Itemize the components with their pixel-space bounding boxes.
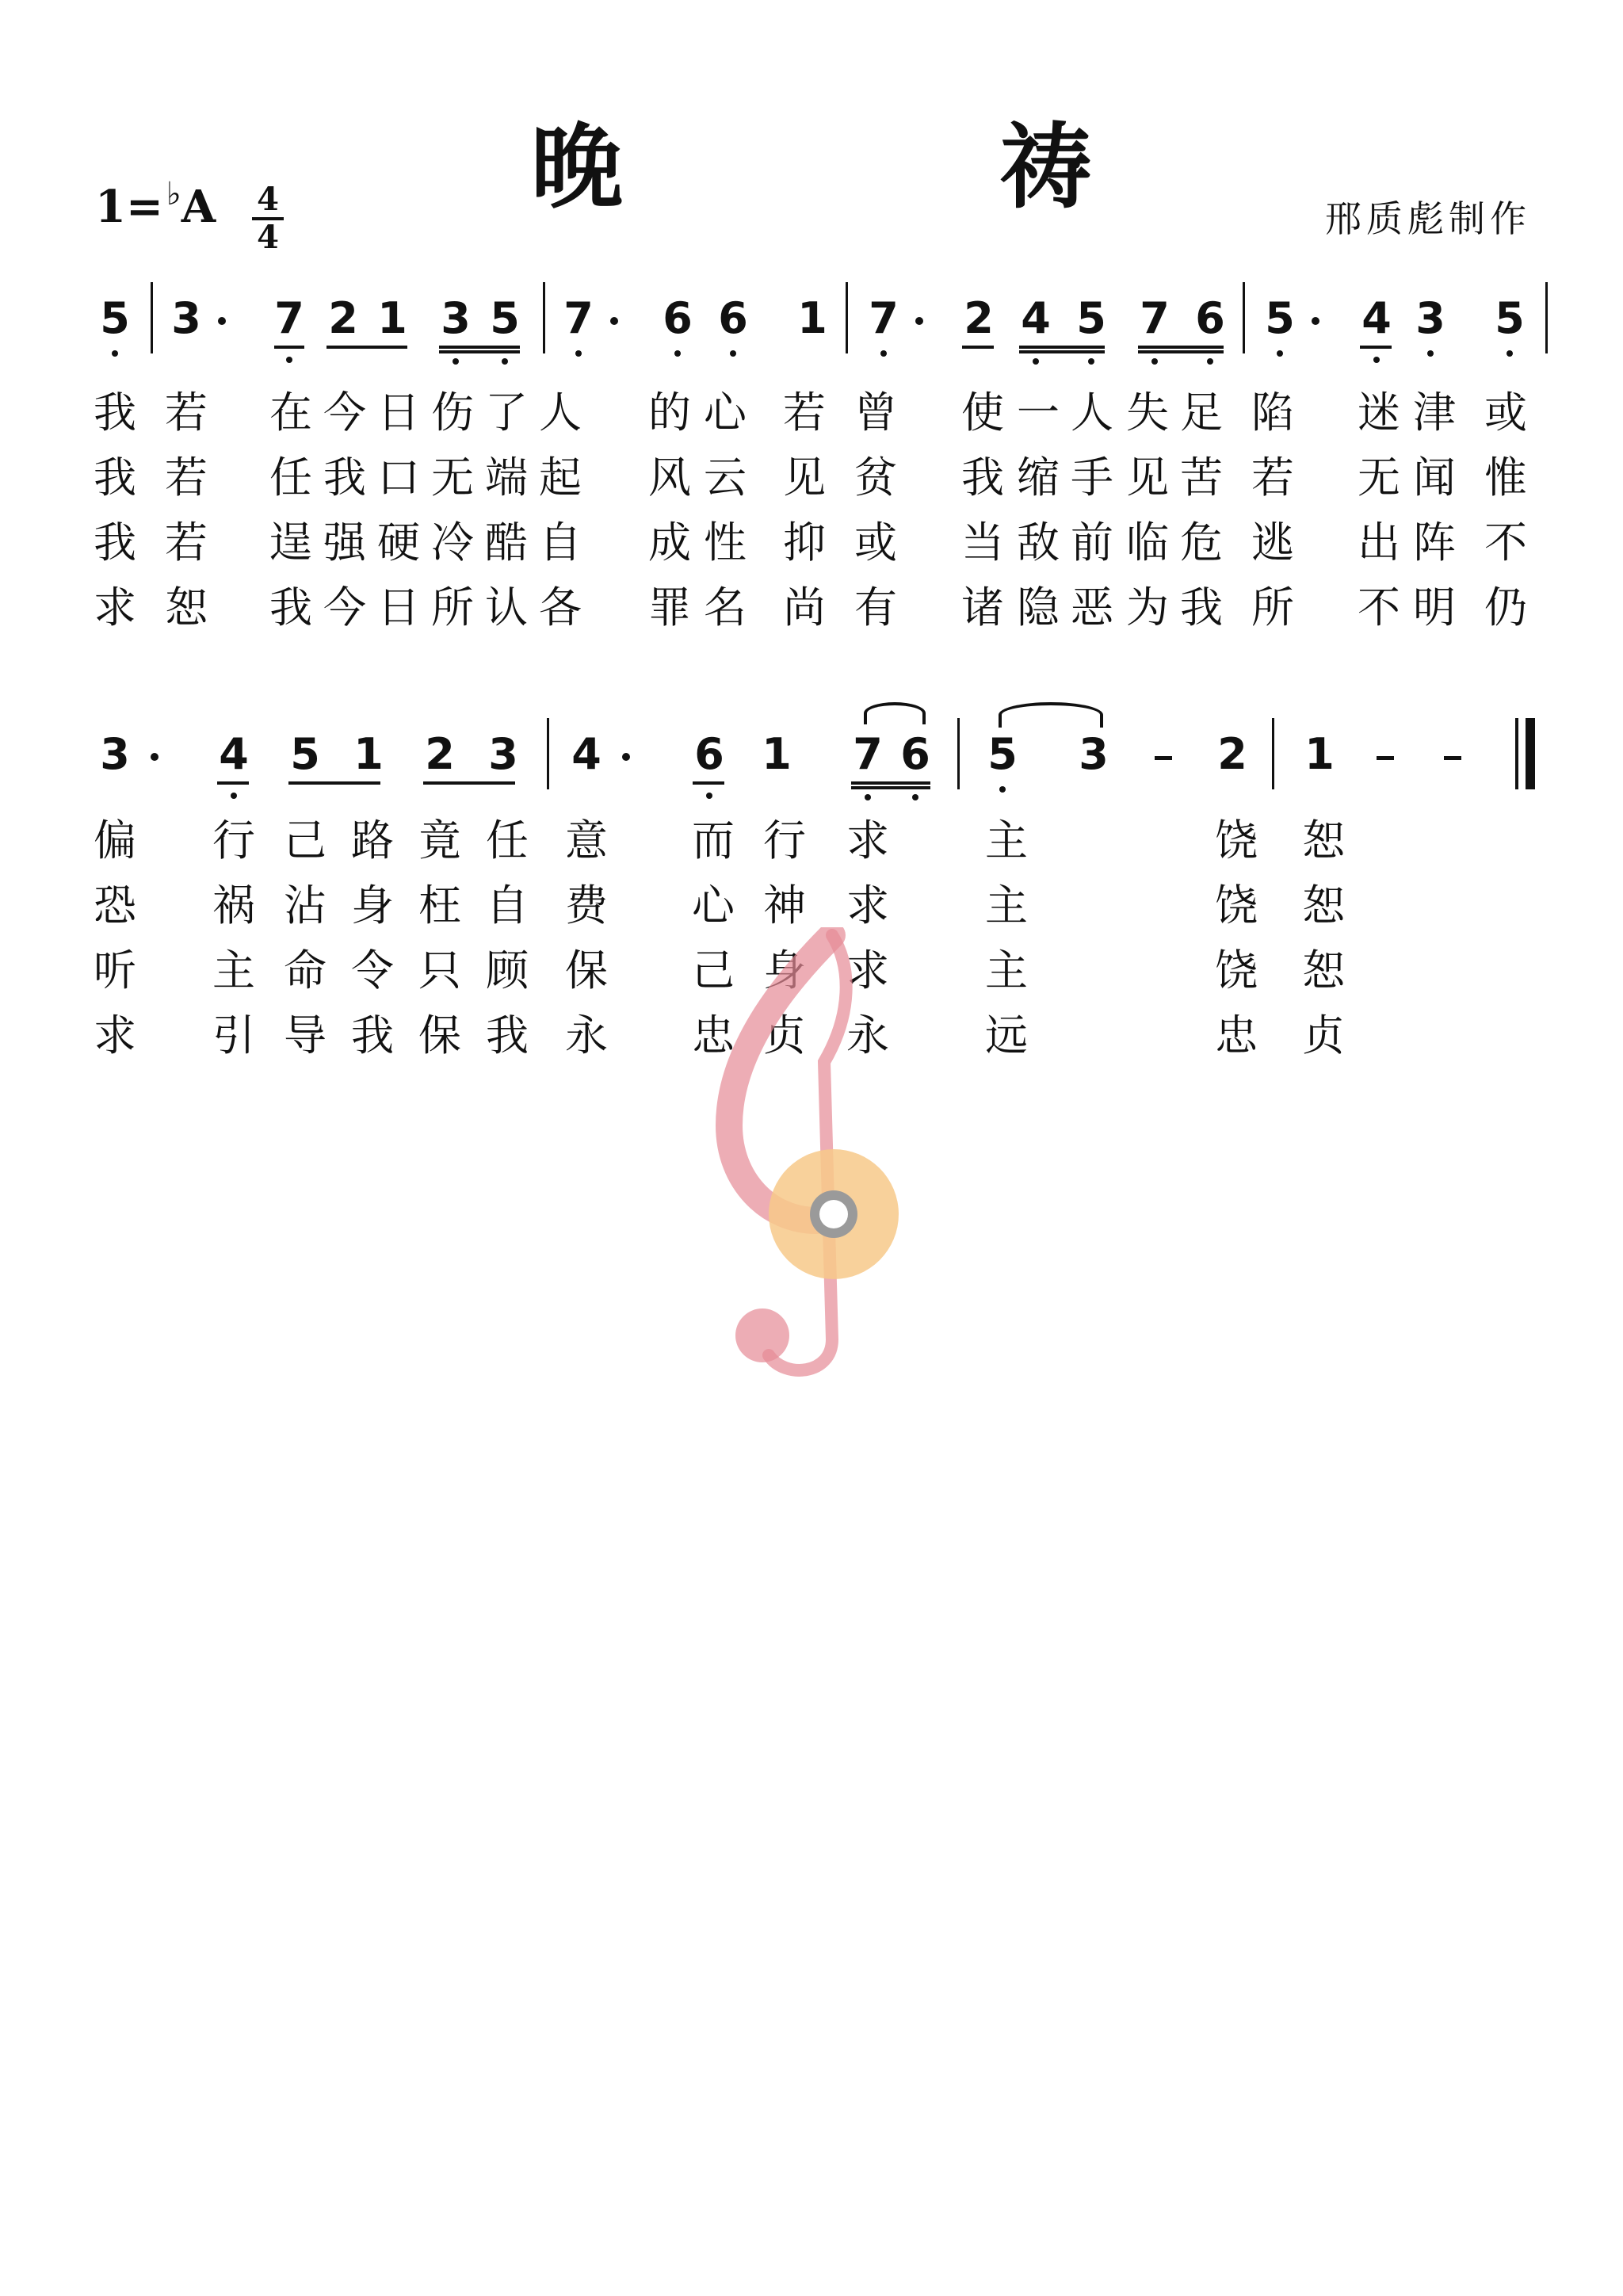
- lyric-syllable: 尚: [783, 583, 826, 632]
- lyric-syllable: 己: [692, 946, 735, 995]
- note: 7: [563, 293, 594, 343]
- barline: [1272, 718, 1274, 789]
- lyric-syllable: 求: [846, 946, 889, 995]
- note: 5: [490, 293, 520, 343]
- note: 5: [290, 729, 320, 779]
- lyric-verse-3: [0, 509, 1623, 567]
- lyric-syllable: 日: [377, 583, 420, 632]
- note: 2: [328, 293, 358, 343]
- note: 4: [219, 729, 249, 779]
- lyric-syllable: 起: [539, 453, 582, 502]
- lyric-syllable: 主: [985, 946, 1028, 995]
- lyric-syllable: 主: [985, 816, 1028, 865]
- note: 1: [797, 293, 827, 343]
- lyric-syllable: 求: [846, 816, 889, 865]
- lyric-syllable: 导: [284, 1010, 327, 1060]
- final-barline-thick: [1526, 718, 1535, 789]
- note: 7: [1140, 293, 1170, 343]
- lyric-syllable: 认: [485, 583, 528, 632]
- note: 4: [1361, 293, 1392, 343]
- note: 6: [663, 293, 693, 343]
- lyric-syllable: 我: [94, 518, 136, 567]
- key-note: A: [181, 181, 216, 233]
- lyric-syllable: 心: [704, 388, 747, 437]
- lyric-verse-4: [0, 574, 1623, 632]
- lyric-syllable: 命: [284, 946, 327, 995]
- lyric-syllable: 伤: [431, 388, 474, 437]
- lyric-syllable: 日: [377, 388, 420, 437]
- note: 5: [1265, 293, 1295, 343]
- flat-sign: ♭: [166, 175, 181, 212]
- key-signature: [95, 175, 216, 233]
- low-dot: [112, 350, 118, 357]
- lyric-syllable: 若: [165, 518, 208, 567]
- lyric-syllable: 忠: [692, 1010, 735, 1060]
- time-bottom: 4: [257, 219, 279, 256]
- lyric-syllable: 逃: [1251, 518, 1294, 567]
- note: 6: [1195, 293, 1225, 343]
- note: 2: [964, 293, 994, 343]
- lyric-syllable: 保: [565, 946, 608, 995]
- lyric-syllable: 若: [783, 388, 826, 437]
- barline: [846, 282, 848, 353]
- note: 2: [425, 729, 455, 779]
- lyric-syllable: 酷: [485, 518, 528, 567]
- lyric-syllable: 路: [351, 816, 394, 865]
- lyric-syllable: 若: [1251, 453, 1294, 502]
- lyric-syllable: 缩: [1017, 453, 1060, 502]
- lyric-syllable: 端: [485, 453, 528, 502]
- note: 5: [1076, 293, 1106, 343]
- lyric-syllable: 各: [539, 583, 582, 632]
- lyric-syllable: 忠: [1215, 1010, 1258, 1060]
- lyric-syllable: 风: [648, 453, 691, 502]
- lyric-syllable: 身: [763, 946, 806, 995]
- lyric-syllable: 主: [985, 881, 1028, 930]
- lyric-verse-2: [0, 872, 1623, 930]
- lyric-syllable: 求: [94, 1010, 136, 1060]
- barline: [1545, 282, 1548, 353]
- notation-line-1: [0, 293, 1623, 380]
- lyric-syllable: 阵: [1413, 518, 1456, 567]
- slur: [864, 702, 926, 724]
- lyric-verse-1: [0, 807, 1623, 865]
- lyric-syllable: 名: [704, 583, 747, 632]
- note: 3: [1079, 729, 1109, 779]
- lyric-syllable: 我: [486, 1010, 529, 1060]
- lyric-verse-2: [0, 444, 1623, 502]
- lyric-syllable: 求: [846, 881, 889, 930]
- lyric-syllable: 见: [1126, 453, 1169, 502]
- lyric-syllable: 只: [418, 946, 461, 995]
- lyric-syllable: 苦: [1180, 453, 1223, 502]
- lyric-syllable: 令: [351, 946, 394, 995]
- barline: [543, 282, 545, 353]
- lyric-syllable: 听: [94, 946, 136, 995]
- lyric-syllable: 意: [565, 816, 608, 865]
- lyric-verse-1: [0, 379, 1623, 437]
- time-signature: [252, 181, 284, 256]
- lyric-syllable: 引: [212, 1010, 255, 1060]
- lyric-syllable: 成: [648, 518, 691, 567]
- lyric-syllable: 仍: [1484, 583, 1527, 632]
- note: 5: [100, 293, 130, 343]
- note: 3: [171, 293, 201, 343]
- lyric-syllable: 不: [1358, 583, 1400, 632]
- barline: [151, 282, 153, 353]
- lyric-syllable: 永: [846, 1010, 889, 1060]
- lyric-syllable: 我: [351, 1010, 394, 1060]
- note: 7: [869, 293, 899, 343]
- lyric-syllable: 顾: [486, 946, 529, 995]
- note: 1: [762, 729, 792, 779]
- note: 3: [488, 729, 518, 779]
- lyric-syllable: 我: [94, 388, 136, 437]
- tie: [999, 702, 1103, 728]
- lyric-syllable: 口: [377, 453, 420, 502]
- lyric-syllable: 今: [323, 583, 366, 632]
- lyric-syllable: 见: [783, 453, 826, 502]
- lyric-syllable: 一: [1017, 388, 1060, 437]
- lyric-syllable: 神: [763, 881, 806, 930]
- lyric-syllable: 远: [985, 1010, 1028, 1060]
- lyric-syllable: 恶: [1071, 583, 1113, 632]
- lyric-syllable: 祸: [212, 881, 255, 930]
- lyric-syllable: 饶: [1215, 881, 1258, 930]
- lyric-syllable: 了: [485, 388, 528, 437]
- lyric-syllable: 手: [1071, 453, 1113, 502]
- lyric-syllable: 诸: [961, 583, 1004, 632]
- lyric-syllable: 明: [1413, 583, 1456, 632]
- note: 1: [353, 729, 384, 779]
- lyric-syllable: 足: [1180, 388, 1223, 437]
- lyric-syllable: 人: [1071, 388, 1113, 437]
- lyric-syllable: 所: [431, 583, 474, 632]
- lyric-syllable: 抑: [783, 518, 826, 567]
- lyric-syllable: 恕: [1302, 946, 1345, 995]
- lyric-syllable: 闻: [1413, 453, 1456, 502]
- note: 7: [274, 293, 304, 343]
- notation-line-2: [0, 729, 1623, 816]
- lyric-syllable: 恕: [1302, 881, 1345, 930]
- lyric-syllable: 任: [269, 453, 312, 502]
- note: 3: [100, 729, 130, 779]
- lyric-syllable: 曾: [854, 388, 897, 437]
- lyric-syllable: 费: [565, 881, 608, 930]
- note: 3: [441, 293, 471, 343]
- note: 3: [1415, 293, 1445, 343]
- lyric-syllable: 强: [323, 518, 366, 567]
- lyric-syllable: 人: [539, 388, 582, 437]
- aug-dot: [218, 317, 226, 325]
- note: 5: [987, 729, 1018, 779]
- lyric-syllable: 在: [269, 388, 312, 437]
- lyric-syllable: 任: [486, 816, 529, 865]
- low-dot: [286, 357, 292, 363]
- lyric-syllable: 保: [418, 1010, 461, 1060]
- lyric-syllable: 己: [284, 816, 327, 865]
- lyric-syllable: 永: [565, 1010, 608, 1060]
- lyric-syllable: 恕: [165, 583, 208, 632]
- lyric-syllable: 今: [323, 388, 366, 437]
- lyric-syllable: 偏: [94, 816, 136, 865]
- lyric-syllable: 出: [1358, 518, 1400, 567]
- lyric-syllable: 我: [961, 453, 1004, 502]
- lyric-syllable: 而: [692, 816, 735, 865]
- lyric-syllable: 的: [648, 388, 691, 437]
- lyric-syllable: 逞: [269, 518, 312, 567]
- time-top: 4: [257, 181, 279, 218]
- note: 6: [718, 293, 748, 343]
- lyric-syllable: 饶: [1215, 946, 1258, 995]
- lyric-syllable: 心: [692, 881, 735, 930]
- lyric-syllable: 我: [1180, 583, 1223, 632]
- lyric-syllable: 罪: [648, 583, 691, 632]
- lyric-syllable: 求: [94, 583, 136, 632]
- lyric-syllable: 隐: [1017, 583, 1060, 632]
- lyric-syllable: 我: [323, 453, 366, 502]
- lyric-syllable: 冷: [431, 518, 474, 567]
- lyric-syllable: 无: [431, 453, 474, 502]
- lyric-syllable: 危: [1180, 518, 1223, 567]
- lyric-syllable: 云: [704, 453, 747, 502]
- song-title: 晚 祷: [531, 113, 1235, 221]
- note: 4: [1021, 293, 1051, 343]
- note: 5: [1495, 293, 1525, 343]
- lyric-syllable: 自: [539, 518, 582, 567]
- lyric-syllable: 当: [961, 518, 1004, 567]
- lyric-syllable: 身: [351, 881, 394, 930]
- lyric-syllable: 若: [165, 453, 208, 502]
- lyric-syllable: 饶: [1215, 816, 1258, 865]
- lyric-syllable: 不: [1484, 518, 1527, 567]
- lyric-syllable: 惟: [1484, 453, 1527, 502]
- lyric-syllable: 所: [1251, 583, 1294, 632]
- lyric-syllable: 性: [704, 518, 747, 567]
- note: 6: [694, 729, 724, 779]
- lyric-syllable: 临: [1126, 518, 1169, 567]
- lyric-syllable: 前: [1071, 518, 1113, 567]
- treble-clef-watermark-icon: [713, 927, 919, 1387]
- lyric-syllable: 若: [165, 388, 208, 437]
- note: 2: [1217, 729, 1247, 779]
- barline: [1243, 282, 1245, 353]
- lyric-syllable: 沾: [284, 881, 327, 930]
- lyric-syllable: 或: [1484, 388, 1527, 437]
- note: 7: [853, 729, 883, 779]
- lyric-syllable: 自: [486, 881, 529, 930]
- lyric-syllable: 为: [1126, 583, 1169, 632]
- lyric-syllable: 主: [212, 946, 255, 995]
- lyric-syllable: 使: [961, 388, 1004, 437]
- lyric-syllable: 贫: [854, 453, 897, 502]
- lyric-syllable: 枉: [418, 881, 461, 930]
- lyric-syllable: 硬: [377, 518, 420, 567]
- lyric-syllable: 有: [854, 583, 897, 632]
- lyric-syllable: 敌: [1017, 518, 1060, 567]
- key-prefix: 1=: [95, 181, 163, 233]
- lyric-syllable: 我: [269, 583, 312, 632]
- lyric-syllable: 我: [94, 453, 136, 502]
- lyric-syllable: 恕: [1302, 816, 1345, 865]
- lyric-syllable: 贞: [1302, 1010, 1345, 1060]
- lyric-syllable: 迷: [1358, 388, 1400, 437]
- lyric-syllable: 贞: [763, 1010, 806, 1060]
- lyric-syllable: 行: [212, 816, 255, 865]
- note: 6: [900, 729, 930, 779]
- note: 1: [377, 293, 407, 343]
- lyric-syllable: 无: [1358, 453, 1400, 502]
- lyric-syllable: 陷: [1251, 388, 1294, 437]
- lyric-syllable: 或: [854, 518, 897, 567]
- barline: [957, 718, 960, 789]
- lyric-syllable: 失: [1126, 388, 1169, 437]
- lyric-syllable: 恐: [94, 881, 136, 930]
- credit: 邢质彪制作: [1325, 197, 1531, 240]
- barline: [547, 718, 549, 789]
- final-barline-thin: [1515, 718, 1518, 789]
- lyric-syllable: 竟: [418, 816, 461, 865]
- lyric-syllable: 行: [763, 816, 806, 865]
- note: 1: [1304, 729, 1335, 779]
- lyric-syllable: 津: [1413, 388, 1456, 437]
- note: 4: [571, 729, 601, 779]
